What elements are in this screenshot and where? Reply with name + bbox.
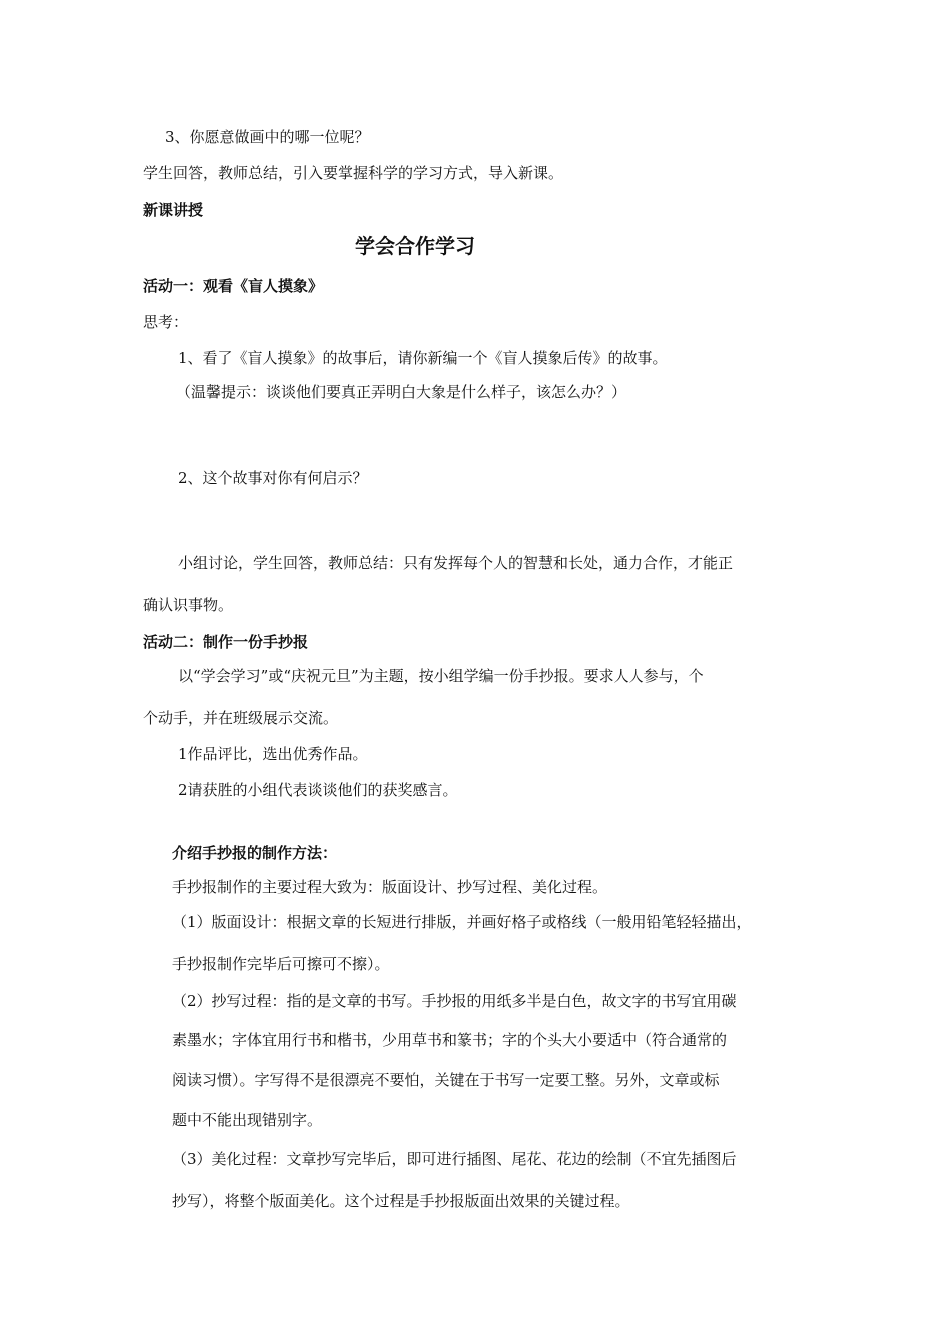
activity2-desc-line-2: 个动手，并在班级展示交流。: [143, 709, 339, 727]
discussion-line-2: 确认识事物。: [143, 596, 234, 614]
activity2-item-1: 1作品评比，选出优秀作品。: [178, 745, 368, 763]
section-heading: 新课讲授: [143, 201, 204, 219]
activity2-item-2: 2请获胜的小组代表谈谈他们的获奖感言。: [178, 781, 458, 799]
method-p2-line-1: （2）抄写过程：指的是文章的书写。手抄报的用纸多半是白色，故文字的书写宜用碳: [172, 992, 737, 1010]
method-heading: 介绍手抄报的制作方法：: [172, 844, 338, 862]
intro-answer: 学生回答，教师总结，引入要掌握科学的学习方式，导入新课。: [143, 164, 564, 182]
activity1-question-2: 2、这个故事对你有何启示？: [178, 469, 368, 487]
method-p3-line-2: 抄写），将整个版面美化。这个过程是手抄报版面出效果的关键过程。: [172, 1192, 630, 1210]
activity2-heading: 活动二：制作一份手抄报: [143, 633, 309, 651]
activity1-heading: 活动一：观看《盲人摸象》: [143, 277, 324, 295]
question-3: 3、你愿意做画中的哪一位呢？: [165, 128, 370, 146]
activity2-desc-line-1: 以“学会学习”或“庆祝元旦”为主题，按小组学编一份手抄报。要求人人参与，个: [178, 667, 704, 685]
method-p2-line-3: 阅读习惯）。字写得不是很漂亮不要怕，关键在于书写一定要工整。另外，文章或标: [172, 1071, 720, 1089]
method-p1-line-2: 手抄报制作完毕后可擦可不擦）。: [172, 955, 390, 973]
activity1-hint: （温馨提示：谈谈他们要真正弄明白大象是什么样子，该怎么办？）: [176, 383, 627, 401]
activity1-question-1: 1、看了《盲人摸象》的故事后，请你新编一个《盲人摸象后传》的故事。: [178, 349, 668, 367]
method-overview: 手抄报制作的主要过程大致为：版面设计、抄写过程、美化过程。: [172, 878, 608, 896]
page-title: 学会合作学习: [355, 234, 475, 258]
method-p2-line-4: 题中不能出现错别字。: [172, 1111, 323, 1129]
think-label: 思考：: [143, 313, 189, 331]
method-p3-line-1: （3）美化过程：文章抄写完毕后，即可进行插图、尾花、花边的绘制（不宜先插图后: [172, 1150, 737, 1168]
discussion-line-1: 小组讨论，学生回答，教师总结：只有发挥每个人的智慧和长处，通力合作，才能正: [178, 554, 734, 572]
method-p1-line-1: （1）版面设计：根据文章的长短进行排版，并画好格子或格线（一般用铅笔轻轻描出，: [172, 913, 752, 931]
method-p2-line-2: 素墨水；字体宜用行书和楷书，少用草书和篆书；字的个头大小要适中（符合通常的: [172, 1031, 728, 1049]
